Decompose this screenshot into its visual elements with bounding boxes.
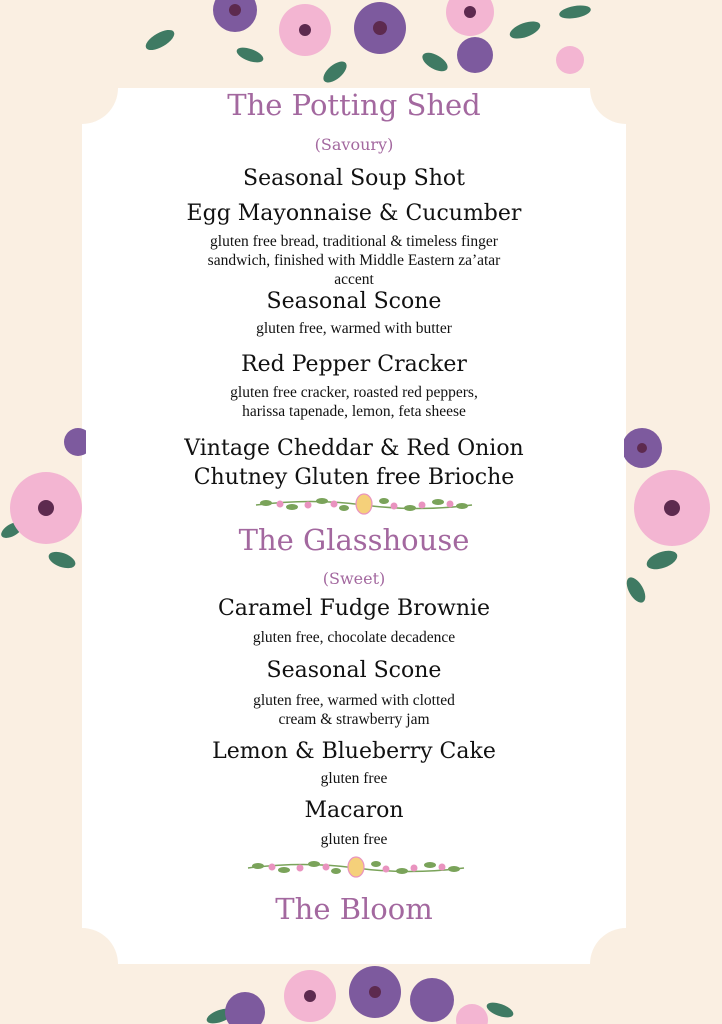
- menu-item-title: Seasonal Soup Shot: [243, 166, 465, 191]
- section-subtitle-sweet: (Sweet): [322, 569, 386, 588]
- menu-item-title: Lemon & Blueberry Cake: [212, 739, 496, 764]
- flower-cluster-left: [0, 420, 86, 600]
- section-title-sweet: The Glasshouse: [238, 523, 470, 557]
- section-subtitle-savoury: (Savoury): [314, 135, 394, 154]
- egg-icon: [348, 857, 364, 877]
- menu-item-description: gluten free bread, traditional & timeless finger sandwich, finished with Middle Eastern za’atar accent: [207, 233, 501, 288]
- menu-item-title: Red Pepper Cracker: [241, 352, 467, 377]
- flower-cluster-right: [624, 420, 722, 610]
- menu-item-title: Egg Mayonnaise & Cucumber: [186, 201, 522, 226]
- menu-item-description: gluten free, warmed with butter: [256, 320, 452, 337]
- menu-item-title: Caramel Fudge Brownie: [217, 596, 491, 621]
- menu-item-title: Macaron: [304, 798, 404, 823]
- section-title-savoury: The Potting Shed: [227, 88, 481, 122]
- menu-item-description: gluten free: [320, 831, 388, 848]
- menu-item-description: gluten free, chocolate decadence: [252, 629, 456, 646]
- section-title-bloom: The Bloom: [275, 892, 433, 926]
- flower-cluster-top: [130, 0, 600, 90]
- menu-item-title: Vintage Cheddar & Red Onion Chutney Gluten free Brioche: [184, 436, 524, 490]
- card-notch: [590, 928, 662, 1000]
- menu-item-title: Seasonal Scone: [266, 289, 442, 314]
- menu-item-description: gluten free: [320, 770, 388, 787]
- menu-item-description: gluten free, warmed with clotted cream & strawberry jam: [253, 692, 455, 728]
- menu-item-title: Seasonal Scone: [266, 658, 442, 683]
- floral-divider: [244, 855, 468, 881]
- menu-item-description: gluten free cracker, roasted red peppers, harissa tapenade, lemon, feta sheese: [230, 384, 478, 420]
- card-notch: [46, 928, 118, 1000]
- egg-icon: [356, 494, 372, 514]
- floral-divider: [252, 492, 476, 518]
- flower-cluster-bottom: [200, 960, 520, 1024]
